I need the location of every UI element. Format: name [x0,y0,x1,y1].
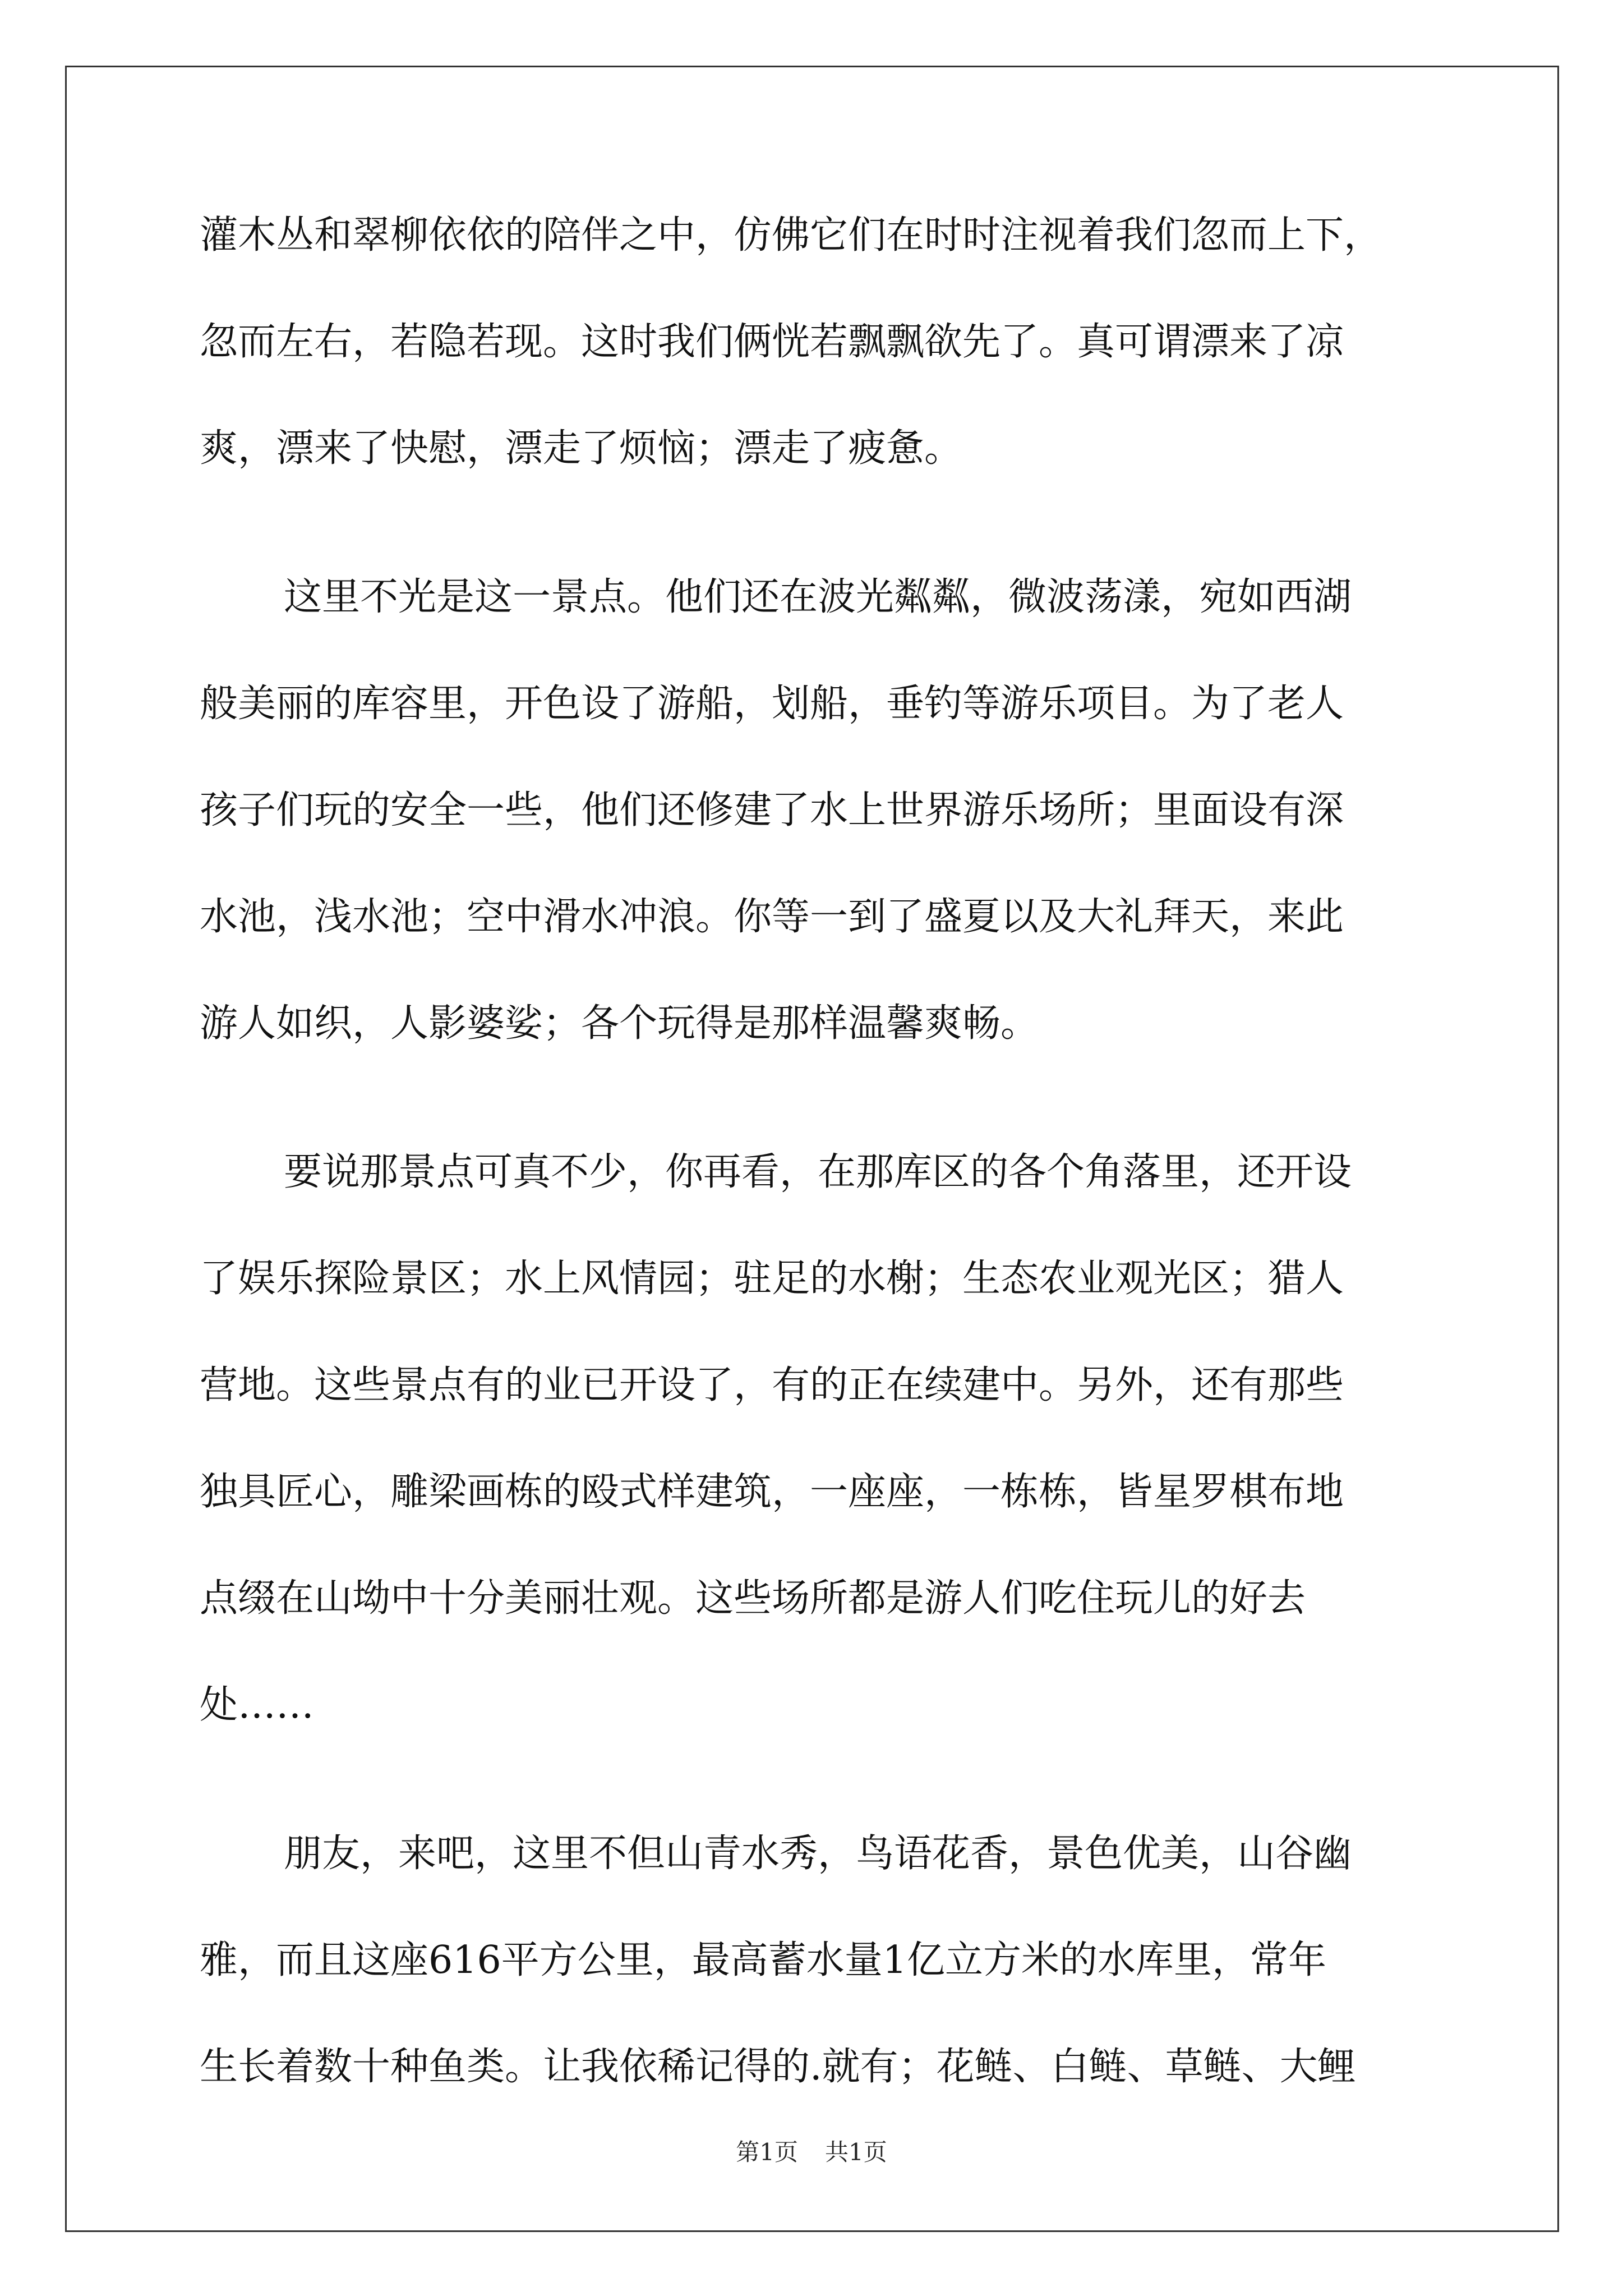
page-footer [0,2138,1623,2166]
text-line: 朋友，来吧，这里不但山青水秀，鸟语花香，景色优美，山谷幽 [284,1832,1352,1876]
text-line: 游人如织，人影婆娑；各个玩得是那样温馨爽畅。 [200,1001,1039,1046]
text-line: 爽，漂来了快慰，漂走了烦恼；漂走了疲惫。 [200,426,963,471]
page-number: 第1页 [736,2138,798,2166]
text-line: 忽而左右，若隐若现。这时我们俩恍若飘飘欲先了。真可谓漂来了凉 [200,320,1344,364]
text-line: 独具匠心，雕梁画栋的殴式样建筑，一座座，一栋栋，皆星罗棋布地 [200,1470,1344,1514]
text-line: 了娱乐探险景区；水上风情园；驻足的水榭；生态农业观光区；猎人 [200,1257,1344,1301]
text-line: 般美丽的库容里，开色设了游船，划船，垂钓等游乐项目。为了老人 [200,682,1344,726]
page-total: 共1页 [825,2138,887,2166]
text-line: 生长着数十种鱼类。让我依稀记得的.就有；花鲢、白鲢、草鲢、大鲤 [200,2045,1356,2089]
document-body [200,213,1428,2151]
text-line: 水池，浅水池；空中滑水冲浪。你等一到了盛夏以及大礼拜天，来此 [200,895,1344,939]
text-line: 点缀在山坳中十分美丽壮观。这些场所都是游人们吃住玩儿的好去 [200,1576,1306,1621]
text-line: 这里不光是这一景点。他们还在波光粼粼，微波荡漾，宛如西湖 [284,575,1352,619]
text-line: 营地。这些景点有的业已开设了，有的正在续建中。另外，还有那些 [200,1363,1344,1407]
text-line: 雅，而且这座616平方公里，最高蓄水量1亿立方米的水库里，常年 [200,1938,1327,1982]
text-line: 灌木丛和翠柳依依的陪伴之中，仿佛它们在时时注视着我们忽而上下， [200,213,1382,257]
text-line: 处…… [200,1683,315,1727]
text-line: 孩子们玩的安全一些，他们还修建了水上世界游乐场所；里面设有深 [200,788,1344,832]
text-line: 要说那景点可真不少，你再看，在那库区的各个角落里，还开设 [284,1150,1352,1194]
